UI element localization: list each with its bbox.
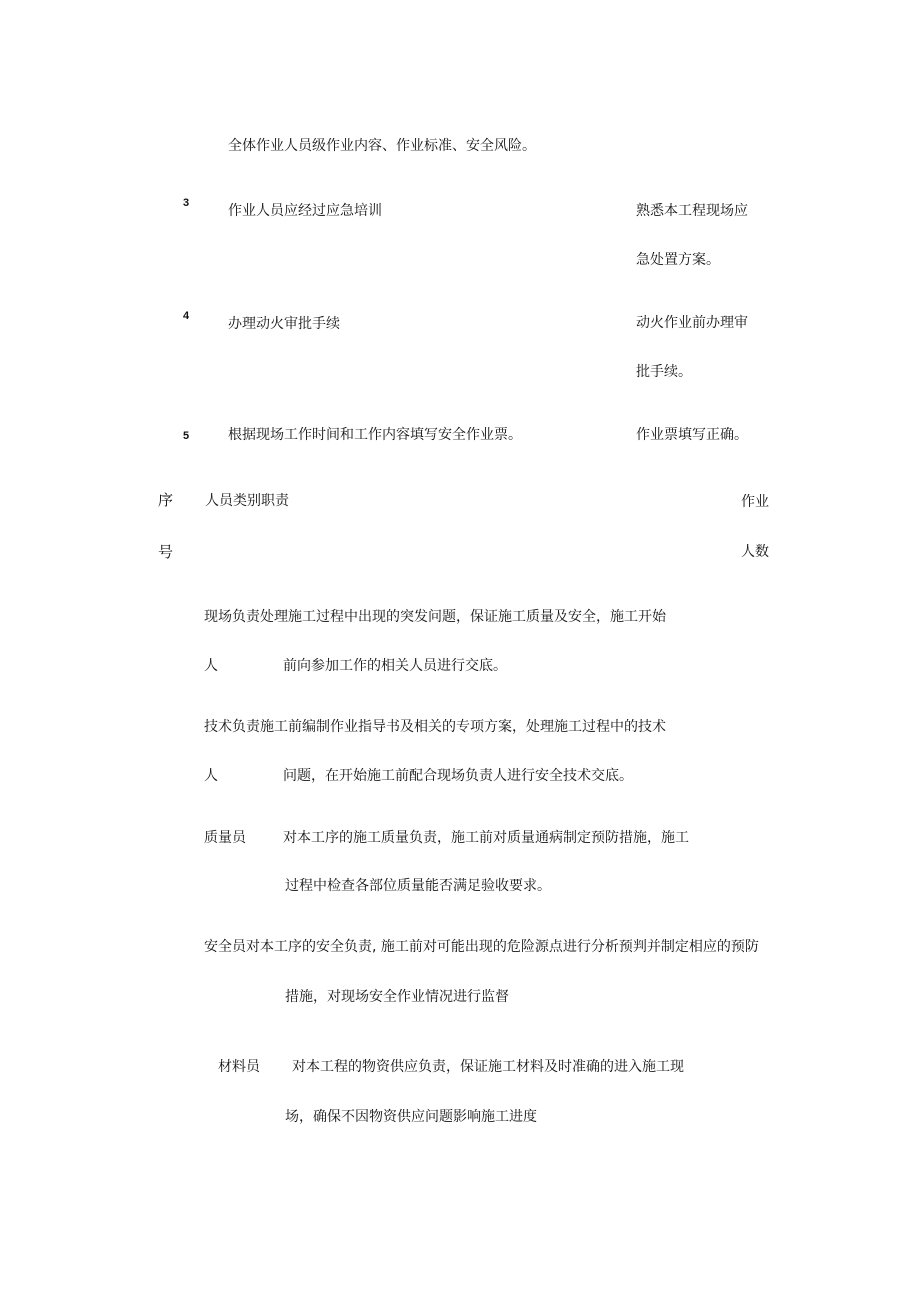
role-label: 人: [204, 658, 218, 674]
row-standard: 动火作业前办理审: [636, 315, 748, 331]
duty-line: 对本工序的施工质量负责，施工前对质量通病制定预防措施，施工: [283, 830, 689, 846]
row-number: 3: [183, 197, 190, 209]
duty-line: 问题，在开始施工前配合现场负责人进行安全技术交底。: [283, 768, 633, 784]
header-worker-count: 人数: [741, 544, 769, 560]
duty-line: 措施，对现场安全作业情况进行监督: [285, 989, 509, 1005]
header-worker-count: 作业: [741, 494, 769, 510]
role-label: 质量员: [204, 830, 246, 846]
header-seq: 号: [158, 543, 174, 561]
row-standard: 熟悉本工程现场应: [636, 203, 748, 219]
duty-line: 前向参加工作的相关人员进行交底。: [283, 658, 507, 674]
role-label: 材料员: [218, 1059, 260, 1075]
role-label: 人: [204, 768, 218, 784]
header-category-duties: 人员类别职责: [205, 493, 289, 509]
row-requirement: 办理动火审批手续: [228, 316, 340, 332]
row-requirement: 根据现场工作时间和工作内容填写安全作业票。: [228, 427, 522, 443]
header-seq: 序: [158, 491, 174, 509]
duty-line: 现场负责处理施工过程中出现的突发问题，保证施工质量及安全，施工开始: [204, 609, 666, 625]
row-standard: 急处置方案。: [636, 252, 720, 268]
duty-line: 安全员对本工序的安全负责, 施工前对可能出现的危险源点进行分析预判并制定相应的预防: [204, 939, 759, 955]
duty-line: 过程中检查各部位质量能否满足验收要求。: [285, 878, 551, 894]
row-standard: 批手续。: [636, 364, 692, 380]
duty-line: 场，确保不因物资供应问题影响施工进度: [285, 1109, 537, 1125]
intro-line: 全体作业人员级作业内容、作业标准、安全风险。: [228, 138, 536, 154]
row-requirement: 作业人员应经过应急培训: [228, 203, 382, 219]
duty-line: 对本工程的物资供应负责，保证施工材料及时准确的进入施工现: [292, 1059, 684, 1075]
row-number: 5: [183, 430, 190, 442]
row-standard: 作业票填写正确。: [636, 427, 748, 443]
duty-line: 技术负责施工前编制作业指导书及相关的专项方案，处理施工过程中的技术: [204, 719, 666, 735]
row-number: 4: [183, 310, 190, 322]
